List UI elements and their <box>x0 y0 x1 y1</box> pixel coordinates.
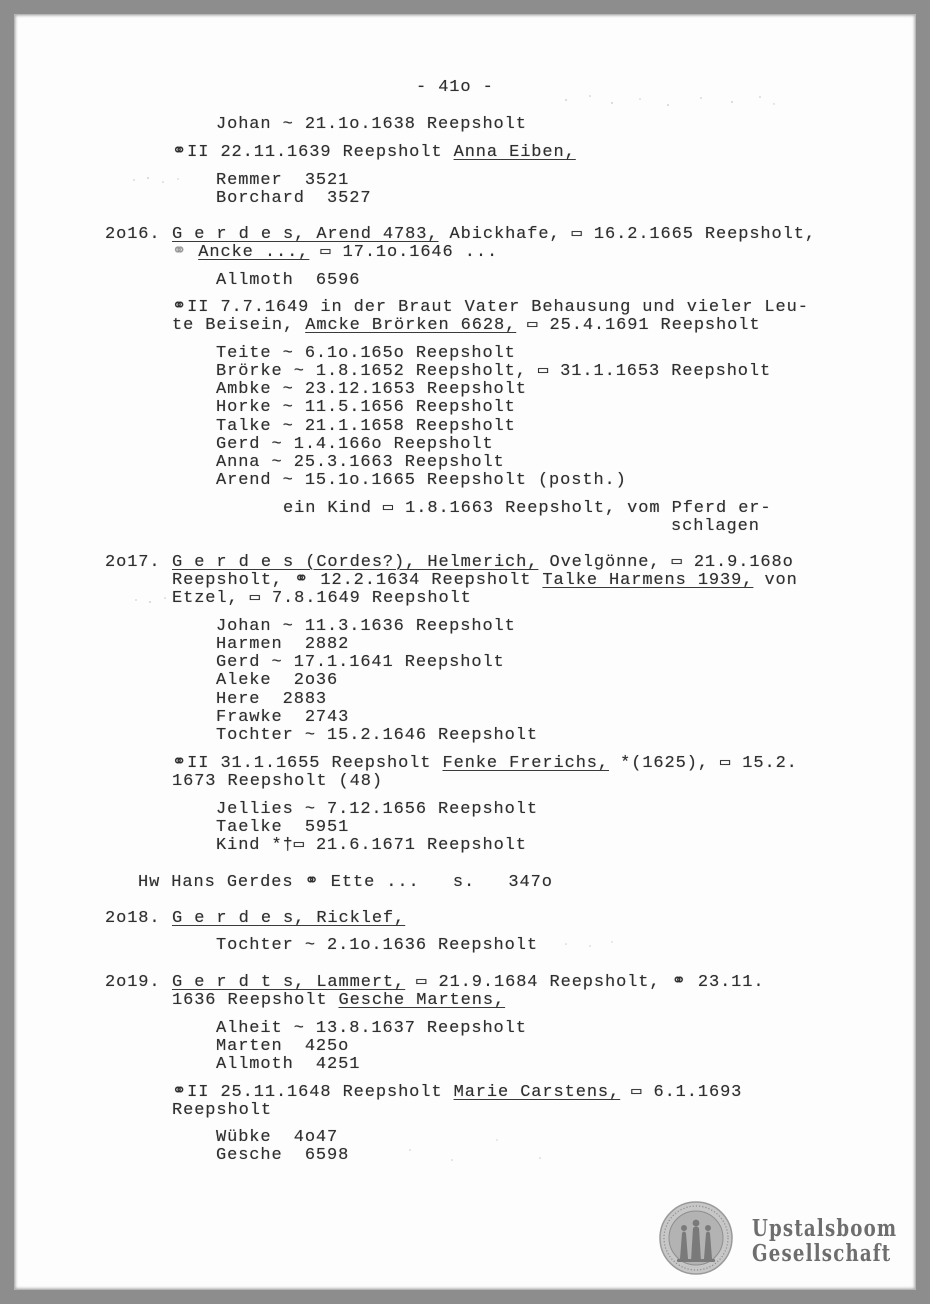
child-entry: Brörke ~ 1.8.1652 Reepsholt, ▭ 31.1.1653 Reepsholt <box>216 362 772 381</box>
entry-number: 2o17. <box>105 553 161 572</box>
child-entry: Jellies ~ 7.12.1656 Reepsholt <box>216 800 538 819</box>
person-name: G e r d e s, Arend 4783, <box>172 225 439 244</box>
child-entry: Ambke ~ 23.12.1653 Reepsholt <box>216 380 527 399</box>
spouse-name: Gesche Martens, <box>338 991 506 1010</box>
person-details: Ovelgönne, ▭ 21.9.168o <box>538 553 794 572</box>
marriage-line <box>172 992 505 1010</box>
child-entry: Marten 425o <box>216 1037 350 1056</box>
child-entry: Gerd ~ 1.4.166o Reepsholt <box>216 435 494 454</box>
spouse-name: Talke Harmens 1939, <box>542 571 754 590</box>
spouse-name: Amcke Brörken 6628, <box>305 316 517 335</box>
child-entry: Gesche 6598 <box>216 1146 350 1165</box>
child-entry: Alheit ~ 13.8.1637 Reepsholt <box>216 1019 527 1038</box>
marriage-details: te Beisein, <box>172 316 306 335</box>
spouse-name: Ancke ..., <box>198 243 310 262</box>
child-entry: Here 2883 <box>216 690 328 709</box>
logo-text-line-1: Upstalsboom <box>752 1215 898 1242</box>
spouse-details-line: Etzel, ▭ 7.8.1649 Reepsholt <box>172 589 472 608</box>
child-entry: Tochter ~ 15.2.1646 Reepsholt <box>216 726 538 745</box>
child-entry: Borchard 3527 <box>216 189 372 208</box>
child-entry: Tochter ~ 2.1o.1636 Reepsholt <box>216 936 538 955</box>
entry-heading <box>172 554 794 572</box>
marriage-line: ⚭II 7.7.1649 in der Braut Vater Behausung und vieler Leu- <box>172 298 809 317</box>
spouse-details: ▭ 17.1o.1646 ... <box>309 243 499 262</box>
marriage-details: 1636 Reepsholt <box>172 991 339 1010</box>
entry-heading <box>172 910 405 928</box>
entry-heading <box>172 974 764 992</box>
person-name: G e r d e s (Cordes?), Helmerich, <box>172 553 539 572</box>
child-entry: Arend ~ 15.1o.1665 Reepsholt (posth.) <box>216 471 627 490</box>
marriage-details: ⚭II 25.11.1648 Reepsholt <box>172 1083 454 1102</box>
child-entry: Anna ~ 25.3.1663 Reepsholt <box>216 453 505 472</box>
child-entry: Talke ~ 21.1.1658 Reepsholt <box>216 417 516 436</box>
marriage-line <box>172 244 498 262</box>
child-entry: Kind *†▭ 21.6.1671 Reepsholt <box>216 836 527 855</box>
child-entry: Allmoth 6596 <box>216 271 361 290</box>
child-entry: Allmoth 4251 <box>216 1055 361 1074</box>
marriage-line <box>172 572 798 590</box>
spouse-name: Fenke Frerichs, <box>442 754 610 773</box>
marriage-details: ⚭II 22.11.1639 Reepsholt <box>172 143 454 162</box>
child-entry: Horke ~ 11.5.1656 Reepsholt <box>216 398 516 417</box>
spouse-name: Marie Carstens, <box>453 1083 621 1102</box>
seal-figures <box>677 1220 715 1262</box>
spouse-details: von <box>753 571 798 590</box>
entry-number: 2o16. <box>105 225 161 244</box>
entry-number: 2o19. <box>105 973 161 992</box>
logo-text-line-2: Gesellschaft <box>752 1240 892 1267</box>
spouse-name: Anna Eiben, <box>453 143 576 162</box>
marriage-line <box>172 317 760 335</box>
page-number: - 41o - <box>416 78 494 97</box>
child-entry: Johan ~ 11.3.1636 Reepsholt <box>216 617 516 636</box>
spouse-details: *(1625), ▭ 15.2. <box>609 754 798 773</box>
child-entry: Wübke 4o47 <box>216 1128 339 1147</box>
note-line: schlagen <box>671 517 760 536</box>
entry-number: 2o18. <box>105 909 161 928</box>
marriage-line <box>172 144 576 162</box>
note-line: ein Kind ▭ 1.8.1663 Reepsholt, vom Pferd er- <box>283 499 772 518</box>
child-entry: Gerd ~ 17.1.1641 Reepsholt <box>216 653 505 672</box>
child-entry: Teite ~ 6.1o.165o Reepsholt <box>216 344 516 363</box>
child-entry: Remmer 3521 <box>216 171 350 190</box>
spouse-details: ▭ 25.4.1691 Reepsholt <box>516 316 761 335</box>
spouse-details-line: 1673 Reepsholt (48) <box>172 772 383 791</box>
child-entry: Frawke 2743 <box>216 708 350 727</box>
spouse-details: ▭ 6.1.1693 <box>620 1083 743 1102</box>
seal-icon <box>659 1201 733 1275</box>
marriage-details: Reepsholt, ⚭ 12.2.1634 Reepsholt <box>172 571 543 590</box>
person-name: G e r d t s, Lammert, <box>172 973 406 992</box>
person-details: Abickhafe, ▭ 16.2.1665 Reepsholt, <box>438 225 816 244</box>
marriage-symbol: ⚭ <box>172 243 199 262</box>
child-entry: Harmen 2882 <box>216 635 350 654</box>
child-entry: Taelke 5951 <box>216 818 350 837</box>
child-entry: Johan ~ 21.1o.1638 Reepsholt <box>216 115 527 134</box>
cross-reference: Hw Hans Gerdes ⚭ Ette ... s. 347o <box>138 873 553 892</box>
person-details: ▭ 21.9.1684 Reepsholt, ⚭ 23.11. <box>405 973 765 992</box>
entry-heading <box>172 226 816 244</box>
marriage-details: ⚭II 31.1.1655 Reepsholt <box>172 754 443 773</box>
marriage-line <box>172 1084 742 1102</box>
marriage-line <box>172 755 798 773</box>
child-entry: Aleke 2o36 <box>216 671 339 690</box>
person-name: G e r d e s, Ricklef, <box>172 909 406 928</box>
spouse-details-line: Reepsholt <box>172 1101 272 1120</box>
